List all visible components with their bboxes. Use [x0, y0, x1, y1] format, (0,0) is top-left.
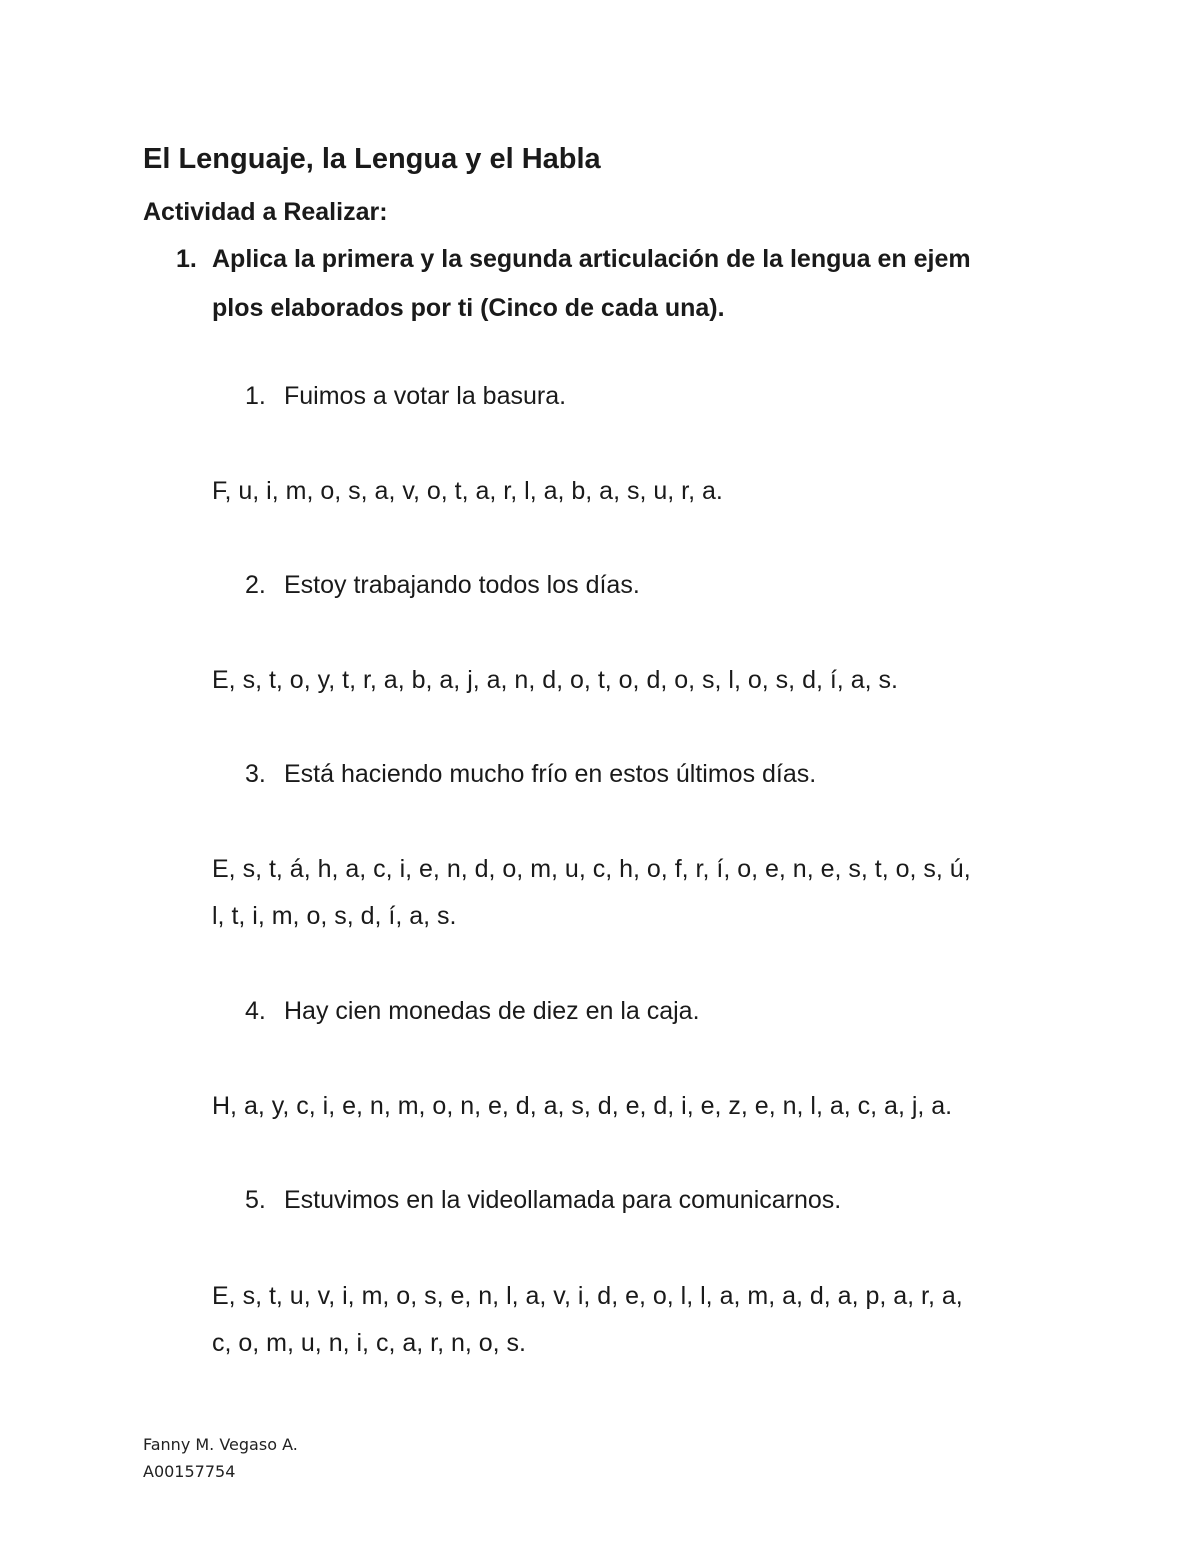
- example-number: 5.: [245, 1186, 266, 1214]
- example-sentence: Hay cien monedas de diez en la caja.: [284, 997, 700, 1025]
- activity-heading: Actividad a Realizar:: [143, 198, 388, 226]
- example-sentence: Estuvimos en la videollamada para comunicarnos.: [284, 1186, 842, 1214]
- task-number: 1.: [176, 245, 197, 273]
- example-sentence: Estoy trabajando todos los días.: [284, 571, 640, 599]
- example-number: 2.: [245, 571, 266, 599]
- example-letters: E, s, t, á, h, a, c, i, e, n, d, o, m, u, c, h, o, f, r, í, o, e, n, e, s, t, o, s, ú,: [212, 855, 971, 883]
- example-letters: E, s, t, u, v, i, m, o, s, e, n, l, a, v, i, d, e, o, l, l, a, m, a, d, a, p, a, r, a,: [212, 1282, 963, 1310]
- example-letters: F, u, i, m, o, s, a, v, o, t, a, r, l, a, b, a, s, u, r, a.: [212, 477, 723, 505]
- example-number: 4.: [245, 997, 266, 1025]
- example-letters: E, s, t, o, y, t, r, a, b, a, j, a, n, d, o, t, o, d, o, s, l, o, s, d, í, a, s.: [212, 666, 898, 694]
- task-instruction-line-2: plos elaborados por ti (Cinco de cada una).: [212, 294, 725, 322]
- task-instruction-line-1: Aplica la primera y la segunda articulación de la lengua en ejem: [212, 245, 971, 273]
- example-sentence: Está haciendo mucho frío en estos últimos días.: [284, 760, 817, 788]
- example-letters-continued: c, o, m, u, n, i, c, a, r, n, o, s.: [212, 1329, 527, 1357]
- example-number: 3.: [245, 760, 266, 788]
- example-letters: H, a, y, c, i, e, n, m, o, n, e, d, a, s, d, e, d, i, e, z, e, n, l, a, c, a, j, a.: [212, 1092, 953, 1120]
- example-sentence: Fuimos a votar la basura.: [284, 382, 567, 410]
- footer-author: Fanny M. Vegaso A.: [143, 1435, 298, 1454]
- document-title: El Lenguaje, la Lengua y el Habla: [143, 143, 601, 175]
- example-number: 1.: [245, 382, 266, 410]
- footer-student-id: A00157754: [143, 1462, 236, 1481]
- example-letters-continued: l, t, i, m, o, s, d, í, a, s.: [212, 902, 457, 930]
